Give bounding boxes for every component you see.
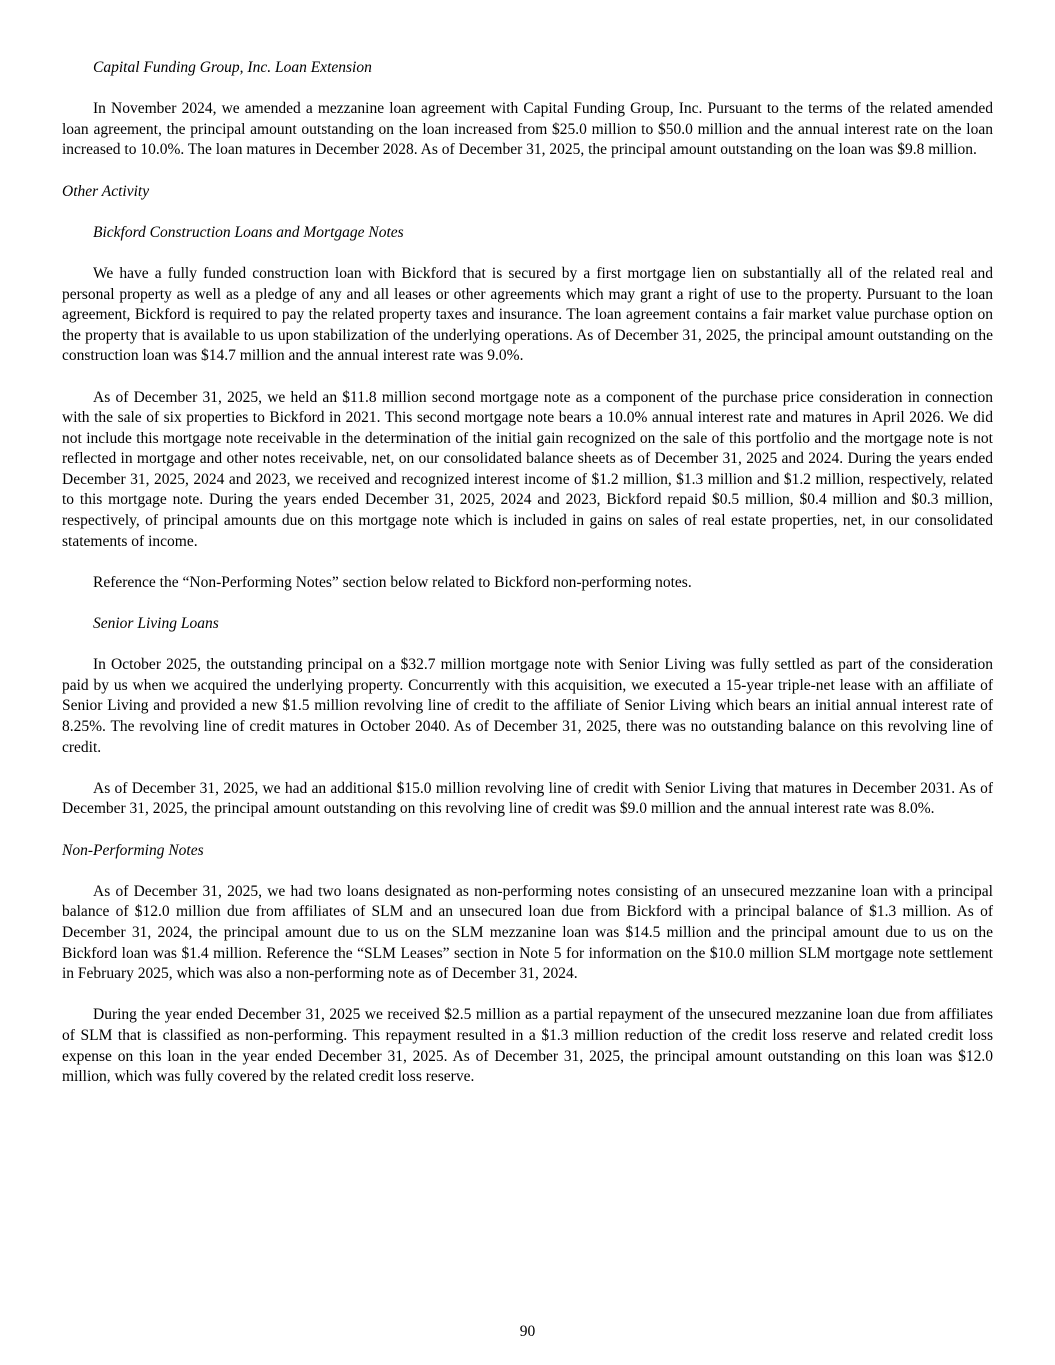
section-heading-capital-funding: Capital Funding Group, Inc. Loan Extension (93, 59, 372, 76)
section-heading-other-activity: Other Activity (62, 182, 150, 200)
document-body (62, 58, 993, 1088)
paragraph-non-performing-loans: As of December 31, 2025, we had two loans designated as non-performing notes consisting of an unsecured mezzanine loan with a principal balance of $12.0 million due from affiliates of SLM and an unsecured loan due from Bickford with a principal balance of $1.3 million. As of December 31, 2024, the principal amount due to us on the SLM mezzanine loan was $14.5 million and the principal amount due to us on the Bickford loan was $1.4 million. Reference the “SLM Leases” section in Note 5 for information on the $10.0 million SLM mortgage note settlement in February 2025, which was also a non-performing note as of December 31, 2024. (62, 882, 993, 983)
section-heading-non-performing: Non-Performing Notes (62, 841, 204, 859)
paragraph-bickford-second-mortgage: As of December 31, 2025, we held an $11.8 million second mortgage note as a component of the purchase price consideration in connection with the sale of six properties to Bickford in 2021. This second mortgage note bears a 10.0% annual interest rate and matures in April 2026. We did not include this mortgage note receivable in the determination of the initial gain recognized on the sale of this portfolio and the mortgage note is not reflected in mortgage and other notes receivable, net, on our consolidated balance sheets as of December 31, 2025 and 2024. During the years ended December 31, 2025, 2024 and 2023, we received and recognized interest income of $1.2 million, $1.3 million and $1.2 million, respectively, related to this mortgage note. During the years ended December 31, 2025, 2024 and 2023, Bickford repaid $0.5 million, $0.4 million and $0.3 million, respectively, of principal amounts due on this mortgage note which is included in gains on sales of real estate properties, net, in our consolidated statements of income. (62, 388, 993, 550)
paragraph-capital-funding: In November 2024, we amended a mezzanine loan agreement with Capital Funding Group, Inc. Pursuant to the terms of the related amended loan agreement, the principal amount outstanding on the loan increased from $25.0 million to $50.0 million and the annual interest rate on the loan increased to 10.0%. The loan matures in December 2028. As of December 31, 2025, the principal amount outstanding on the loan was $9.8 million. (62, 100, 993, 159)
paragraph-senior-living-revolver: As of December 31, 2025, we had an additional $15.0 million revolving line of credit with Senior Living that matures in December 2031. As of December 31, 2025, the principal amount outstanding on this revolving line of credit was $9.0 million and the annual interest rate was 8.0%. (62, 779, 993, 818)
paragraph-senior-living-settlement: In October 2025, the outstanding principal on a $32.7 million mortgage note with Senior Living was fully settled as part of the consideration paid by us when we acquired the underlying property. Concurrently with this acquisition, we executed a 15-year triple-net lease with an affiliate of Senior Living and provided a new $1.5 million revolving line of credit to the affiliate of Senior Living which bears an initial annual interest rate of 8.25%. The revolving line of credit matures in October 2040. As of December 31, 2025, there was no outstanding balance on this revolving line of credit. (62, 656, 993, 756)
section-heading-senior-living: Senior Living Loans (93, 615, 219, 633)
paragraph-bickford-construction-loan: We have a fully funded construction loan with Bickford that is secured by a first mortgage lien on substantially all of the related real and personal property as well as a pledge of any and all leases or other agreements which may grant a right of use to the property. Pursuant to the loan agreement, Bickford is required to pay the related property taxes and insurance. The loan agreement contains a fair market value purchase option on the property that is available to us upon stabilization of the underlying operations. As of December 31, 2025, the principal amount outstanding on the construction loan was $14.7 million and the annual interest rate was 9.0%. (62, 264, 993, 365)
paragraph-bickford-reference: Reference the “Non-Performing Notes” section below related to Bickford non-performing notes. (93, 573, 692, 591)
page-number: 90 (519, 1323, 536, 1340)
section-heading-bickford: Bickford Construction Loans and Mortgage Notes (93, 223, 404, 241)
paragraph-non-performing-repayment: During the year ended December 31, 2025 we received $2.5 million as a partial repayment of the unsecured mezzanine loan due from affiliates of SLM that is classified as non-performing. This repayment resulted in a $1.3 million reduction of the credit loss reserve and related credit loss expense on this loan in the year ended December 31, 2025. As of December 31, 2025, the principal amount outstanding on this loan was $12.0 million, which was fully covered by the related credit loss reserve. (62, 1006, 993, 1086)
